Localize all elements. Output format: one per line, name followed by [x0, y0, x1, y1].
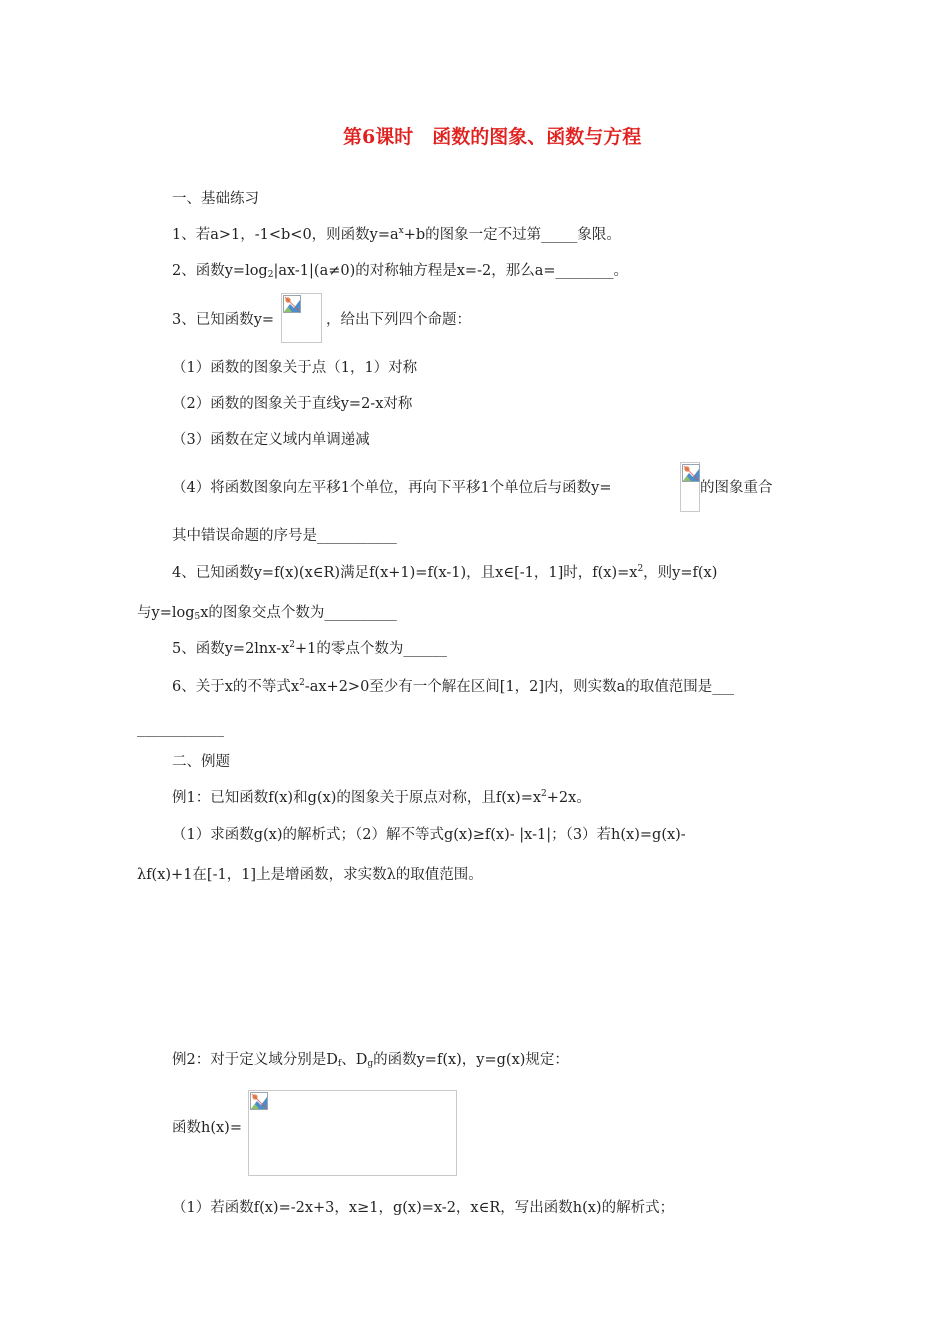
question-5-text-b: +1的零点个数为______: [295, 641, 447, 657]
question-3-stem-after: ，给出下列四个命题：: [326, 312, 471, 328]
example-2-text-a: 例2：对于定义域分别是D: [172, 1052, 338, 1068]
question-1-text-b: +b的图象一定不过第_____象限。: [403, 227, 621, 243]
example-2-text-c: 的函数y=f(x)，y=g(x)规定：: [373, 1052, 569, 1068]
question-1: [172, 225, 621, 245]
question-5-sup: 2: [289, 640, 296, 650]
proposition-1: （1）函数的图象关于点（1，1）对称: [172, 360, 418, 376]
example-1-sup: 2: [541, 789, 547, 799]
question-6-line-1: [172, 677, 734, 697]
example-2-part-1: （1）若函数f(x)=-2x+3，x≥1，g(x)=x-2，x∈R，写出函数h(x)的解析式；: [172, 1200, 675, 1216]
proposition-2: （2）函数的图象关于直线y=2-x对称: [172, 396, 413, 412]
question-1-sup: x: [398, 226, 404, 236]
section-heading-basic: 一、基础练习: [172, 191, 259, 207]
question-4-line-2: [137, 603, 397, 623]
example-1-text-a: 例1：已知函数f(x)和g(x)的图象关于原点对称，且f(x)=x: [172, 790, 542, 806]
broken-image-icon: [250, 1092, 268, 1110]
question-3-stem-before: 3、已知函数y=: [172, 312, 275, 328]
formula-image-placeholder: [680, 462, 700, 512]
question-2-text-a: 2、函数y=log: [172, 263, 268, 279]
question-4-text-a: 4、已知函数y=f(x)(x∈R)满足f(x+1)=f(x-1)，且x∈[-1，1]时，f(x)=x: [172, 565, 638, 581]
broken-image-icon: [682, 464, 700, 482]
question-6-sup: 2: [299, 678, 305, 688]
question-2: [172, 261, 628, 281]
proposition-4-before: （4）将函数图象向左平移1个单位，再向下平移1个单位后与函数y=: [172, 480, 612, 496]
question-2-text-b: |ax-1|(a≠0)的对称轴方程是x=-2，那么a=________。: [273, 263, 628, 279]
section-heading-examples: 二、例题: [172, 754, 230, 770]
question-5: [172, 639, 447, 659]
question-4-text-c: 与y=log: [137, 605, 195, 621]
formula-image-placeholder: [248, 1090, 457, 1176]
proposition-4-after: 的图象重合: [700, 480, 773, 496]
proposition-3: （3）函数在定义域内单调递减: [172, 432, 370, 448]
example-1-text-b: +2x。: [546, 790, 591, 806]
broken-image-icon: [283, 295, 301, 313]
example-2-h-label: 函数h(x)=: [172, 1120, 242, 1136]
question-4-text-d: x的图象交点个数为__________: [200, 605, 397, 621]
question-2-sub: 2: [267, 270, 274, 280]
question-5-text-a: 5、函数y=2lnx-x: [172, 641, 290, 657]
example-2-sub-f: f: [337, 1059, 342, 1069]
example-2-intro: [172, 1050, 569, 1070]
example-1-line-1: [172, 788, 591, 808]
question-4-sub: 5: [194, 612, 201, 622]
question-6-text-b: -ax+2>0至少有一个解在区间[1，2]内，则实数a的取值范围是___: [304, 679, 734, 695]
example-2-sub-g: g: [367, 1059, 374, 1069]
question-4-sup: 2: [637, 564, 644, 574]
example-2-text-b: 、D: [341, 1052, 368, 1068]
question-6-line-2: ____________: [137, 721, 224, 737]
question-1-text-a: 1、若a>1，-1<b<0，则函数y=a: [172, 227, 399, 243]
example-1-line-3: λf(x)+1在[-1，1]上是增函数，求实数λ的取值范围。: [137, 867, 483, 883]
question-4-text-b: ，则y=f(x): [643, 565, 718, 581]
page-title: 第6课时 函数的图象、函数与方程: [343, 126, 642, 148]
wrong-propositions-prompt: 其中错误命题的序号是___________: [172, 528, 397, 544]
example-1-line-2: （1）求函数g(x)的解析式；（2）解不等式g(x)≥f(x)- |x-1|；（3）若h(x)=g(x)-: [172, 827, 686, 843]
question-6-text-a: 6、关于x的不等式x: [172, 679, 300, 695]
question-4-line-1: [172, 563, 717, 583]
formula-image-placeholder: [281, 293, 322, 343]
